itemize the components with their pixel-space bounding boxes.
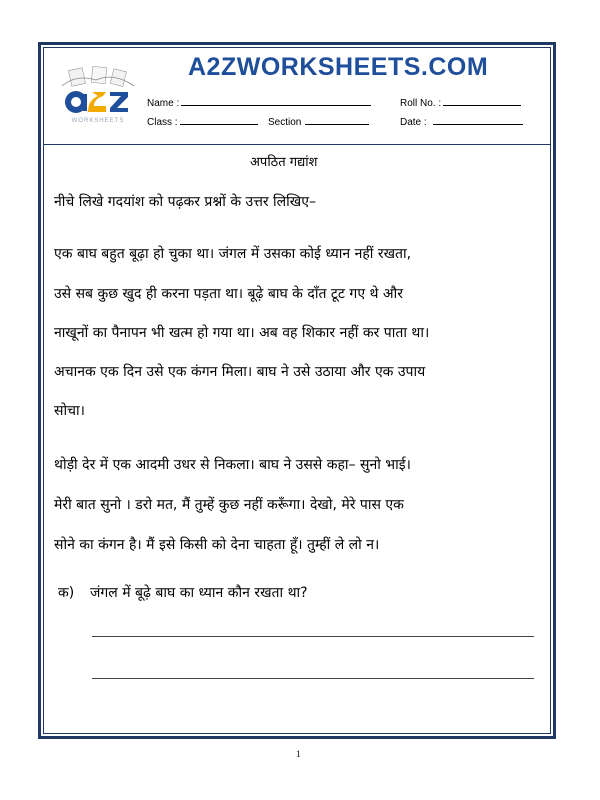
paragraph1-line: अचानक एक दिन उसे एक कंगन मिला। बाघ ने उसे उठाया और एक उपाय bbox=[54, 364, 426, 380]
question-text: जंगल में बूढ़े बाघ का ध्यान कौन रखता था? bbox=[90, 585, 308, 601]
inner-border bbox=[43, 47, 551, 734]
section-label: Section bbox=[268, 117, 302, 128]
answer-line-2[interactable] bbox=[92, 678, 534, 679]
name-field[interactable] bbox=[147, 96, 371, 109]
name-label: Name : bbox=[147, 98, 180, 109]
header-divider bbox=[43, 144, 551, 145]
date-line[interactable] bbox=[433, 115, 523, 125]
question-label: क) bbox=[58, 585, 75, 601]
date-field[interactable] bbox=[400, 115, 523, 128]
paragraph1-line: नाखूनों का पैनापन भी खत्म हो गया था। अब वह शिकार नहीं कर पाता था। bbox=[54, 325, 430, 341]
worksheet-title: अपठित गद्यांश bbox=[250, 155, 318, 170]
roll-label: Roll No. : bbox=[400, 98, 442, 109]
section-field[interactable] bbox=[268, 115, 369, 128]
roll-line[interactable] bbox=[443, 96, 521, 106]
page-number: 1 bbox=[296, 749, 301, 759]
paragraph2-line: मेरी बात सुनो । डरो मत, मैं तुम्हें कुछ नहीं करूँगा। देखो, मेरे पास एक bbox=[54, 497, 404, 513]
class-field[interactable] bbox=[147, 115, 258, 128]
answer-line-1[interactable] bbox=[92, 636, 534, 637]
logo-graphic-icon bbox=[56, 66, 140, 124]
class-line[interactable] bbox=[180, 115, 258, 125]
date-label: Date : bbox=[400, 117, 427, 128]
class-label: Class : bbox=[147, 117, 178, 128]
paragraph1-line: एक बाघ बहुत बूढ़ा हो चुका था। जंगल में उसका कोई ध्यान नहीं रखता, bbox=[54, 246, 412, 262]
paragraph2-line: थोड़ी देर में एक आदमी उधर से निकला। बाघ ने उससे कहा– सुनो भाई। bbox=[54, 457, 411, 473]
site-title: A2ZWORKSHEETS.COM bbox=[188, 53, 489, 81]
name-line[interactable] bbox=[181, 96, 371, 106]
logo-text: WORKSHEETS bbox=[71, 118, 125, 124]
section-line[interactable] bbox=[305, 115, 369, 125]
a2z-logo bbox=[56, 66, 140, 124]
paragraph1-line: उसे सब कुछ खुद ही करना पड़ता था। बूढ़े बाघ के दाँत टूट गए थे और bbox=[54, 286, 403, 302]
instruction-text: नीचे लिखे गदयांश को पढ़कर प्रश्नों के उत्तर लिखिए– bbox=[54, 194, 316, 210]
paragraph1-line: सोचा। bbox=[54, 403, 85, 419]
paragraph2-line: सोने का कंगन है। मैं इसे किसी को देना चाहता हूँ। तुम्हीं ले लो न। bbox=[54, 537, 380, 553]
roll-field[interactable] bbox=[400, 96, 521, 109]
